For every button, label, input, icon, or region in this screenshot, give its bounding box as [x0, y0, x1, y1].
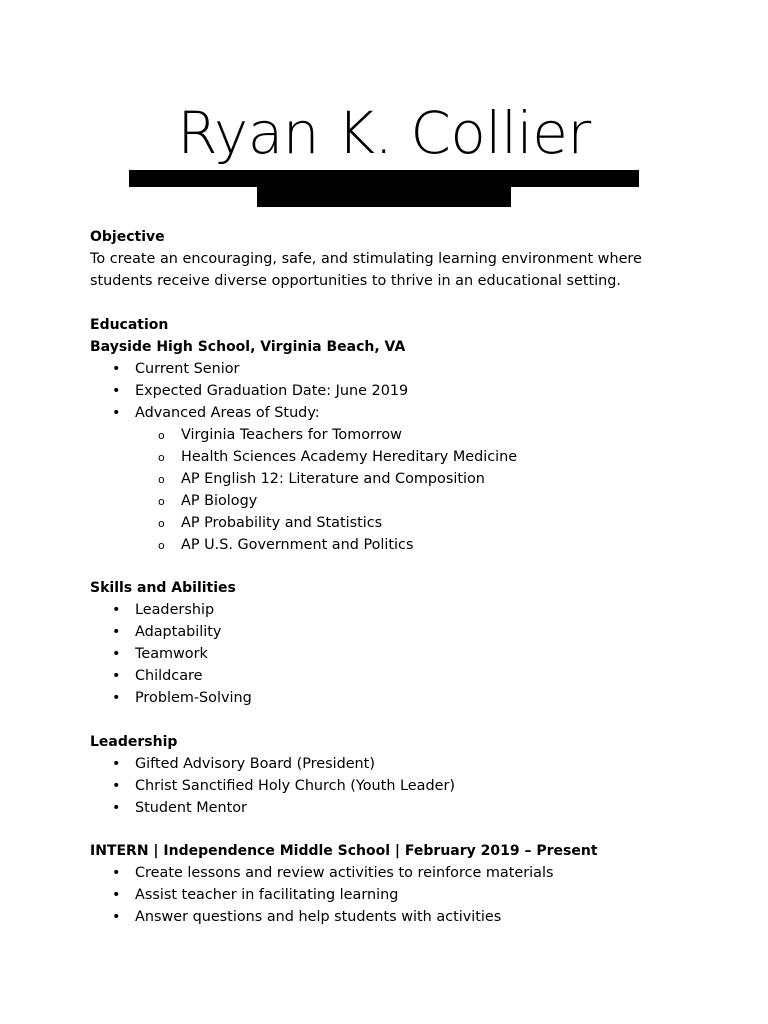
section-gap — [90, 709, 730, 731]
education-school: Bayside High School, Virginia Beach, VA — [90, 338, 406, 355]
resume-content — [90, 226, 730, 928]
objective-text-line-1: To create an encouraging, safe, and stimulating learning environment where — [90, 251, 642, 267]
section-gap — [90, 556, 730, 578]
list-item: • Teamwork — [90, 643, 730, 665]
objective-heading: Objective — [90, 229, 165, 245]
education-heading: Education — [90, 316, 169, 333]
objective-text-line-2: students receive diverse opportunities to thrive in an educational setting. — [90, 273, 621, 289]
list-item: • Answer questions and help students with activities — [90, 906, 730, 928]
intern-list — [90, 862, 730, 928]
section-gap — [90, 292, 730, 314]
list-item: • Assist teacher in facilitating learning — [90, 884, 730, 906]
sub-list-item: o AP Biology — [90, 490, 730, 512]
list-item: • Student Mentor — [90, 797, 730, 819]
leadership-section — [90, 731, 730, 819]
sub-list-item: o AP U.S. Government and Politics — [90, 534, 730, 556]
intern-section — [90, 840, 730, 928]
objective-section — [90, 226, 730, 292]
skills-heading: Skills and Abilities — [90, 580, 236, 596]
list-item: • Problem-Solving — [90, 687, 730, 709]
education-list — [90, 358, 730, 424]
list-item: • Advanced Areas of Study: — [90, 402, 730, 424]
list-item: • Adaptability — [90, 621, 730, 643]
sub-list-item: o Health Sciences Academy Hereditary Medicine — [90, 446, 730, 468]
list-item: • Leadership — [90, 599, 730, 621]
education-section — [90, 314, 730, 556]
skills-section — [90, 577, 730, 709]
header-bar-narrow — [257, 170, 511, 207]
list-item: • Current Senior — [90, 358, 730, 380]
leadership-list — [90, 753, 730, 819]
leadership-heading: Leadership — [90, 733, 178, 750]
sub-list-item: o AP Probability and Statistics — [90, 512, 730, 534]
intern-heading: INTERN | Independence Middle School | February 2019 – Present — [90, 843, 598, 859]
list-item: • Expected Graduation Date: June 2019 — [90, 380, 730, 402]
resume-name: Ryan K. Collier — [177, 99, 591, 167]
list-item: • Gifted Advisory Board (President) — [90, 753, 730, 775]
list-item: • Christ Sanctified Holy Church (Youth Leader) — [90, 775, 730, 797]
study-areas-list — [90, 424, 730, 556]
sub-list-item: o Virginia Teachers for Tomorrow — [90, 424, 730, 446]
section-gap — [90, 819, 730, 841]
list-item: • Create lessons and review activities to reinforce materials — [90, 862, 730, 884]
skills-list — [90, 599, 730, 709]
list-item: • Childcare — [90, 665, 730, 687]
sub-list-item: o AP English 12: Literature and Composition — [90, 468, 730, 490]
